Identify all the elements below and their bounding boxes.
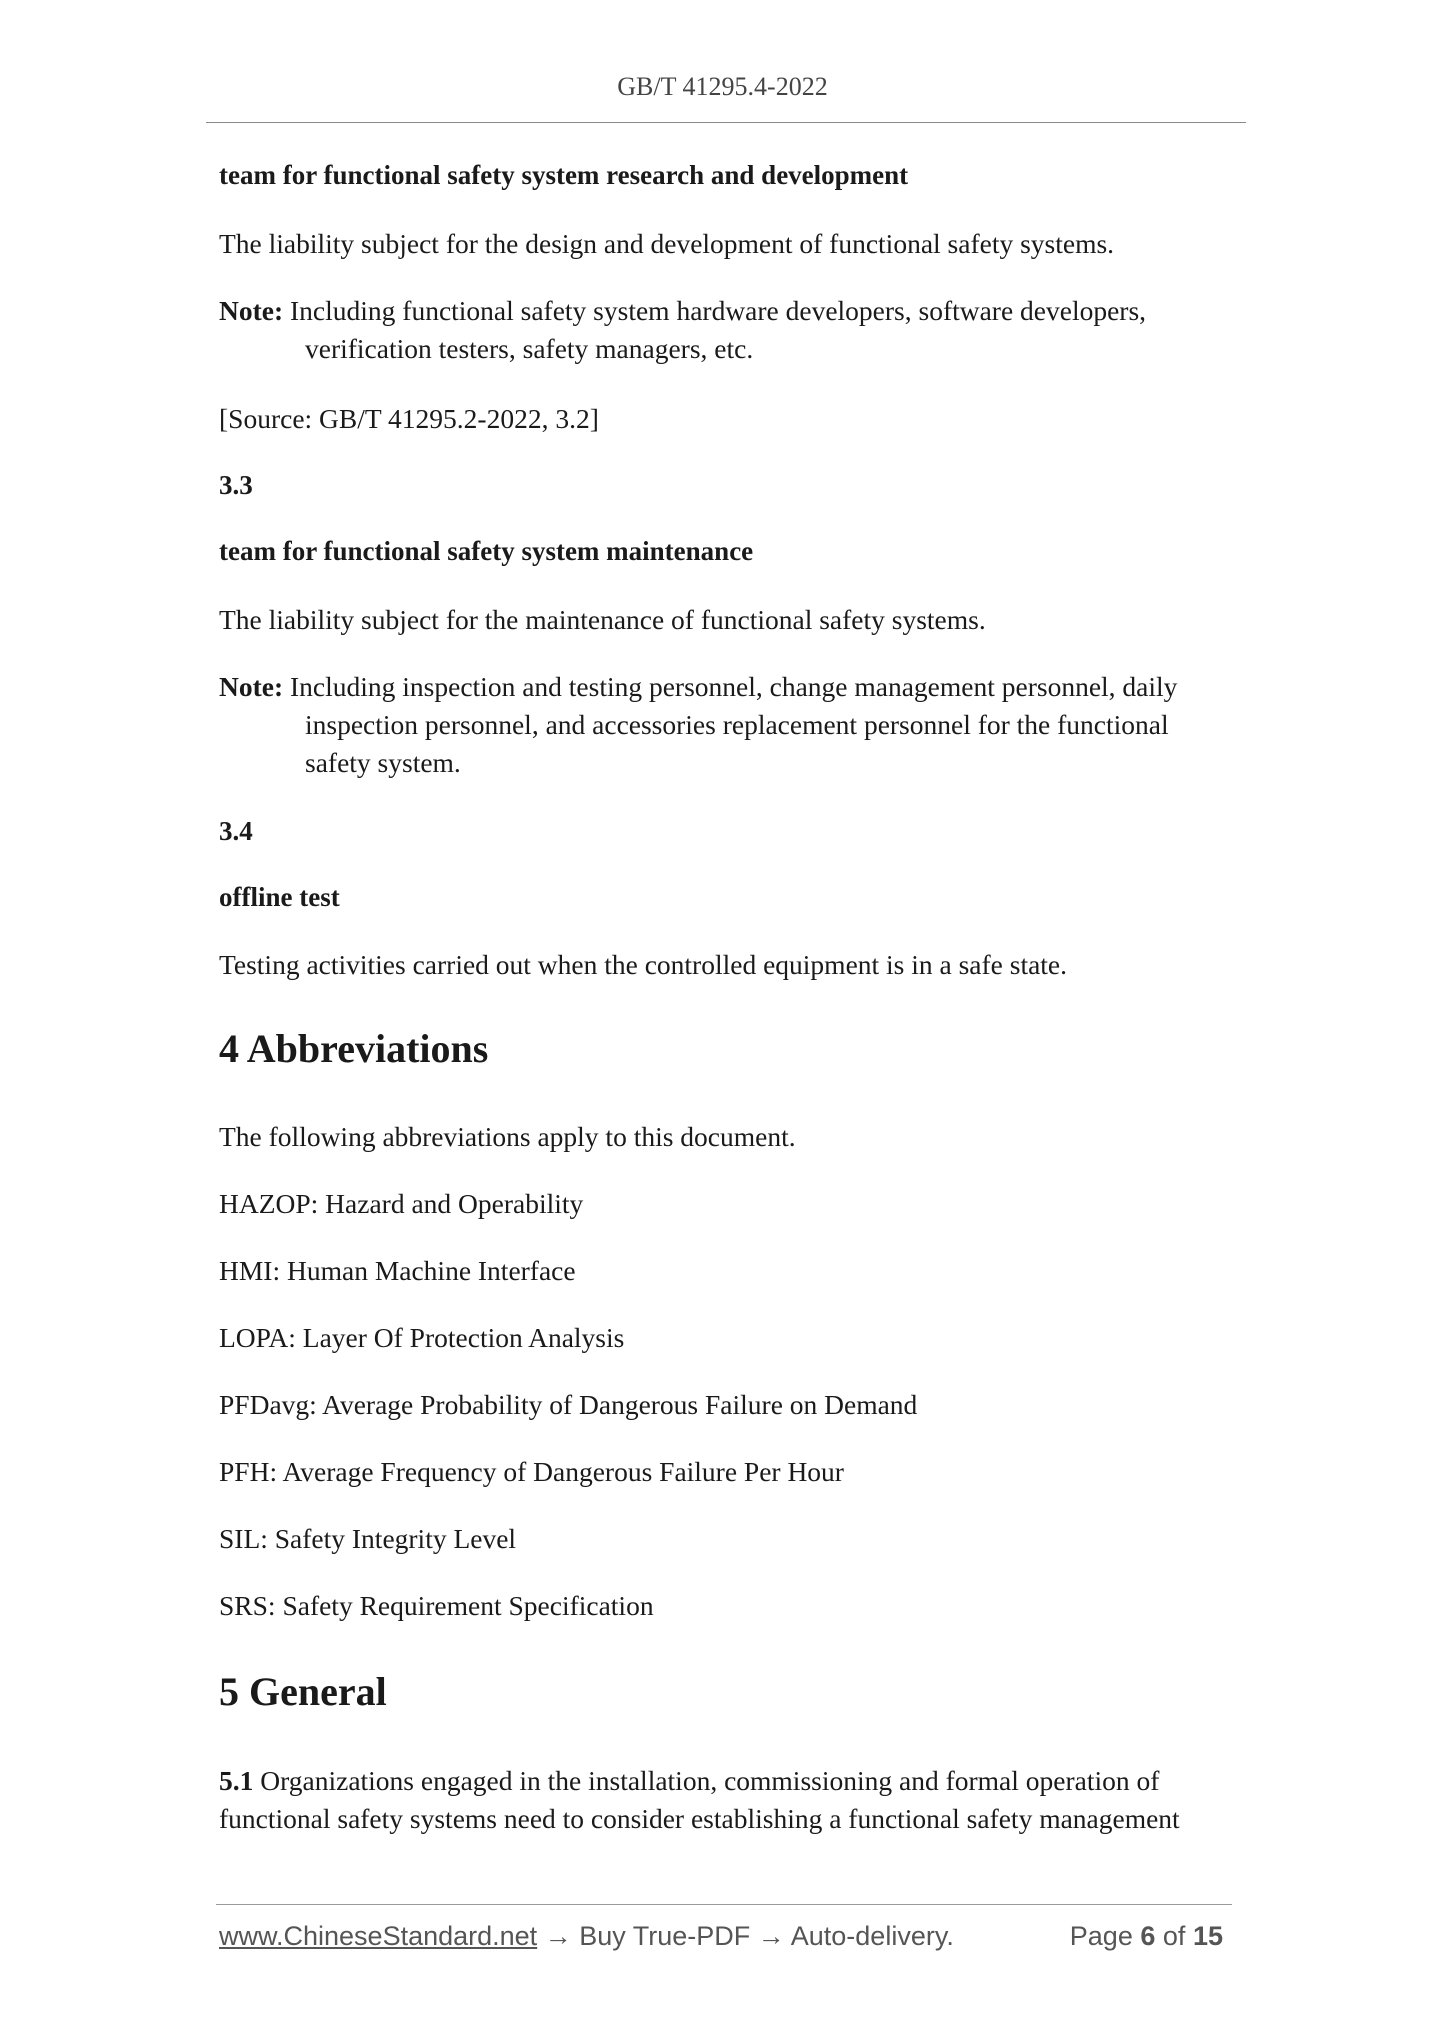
section-4-intro: The following abbreviations apply to this document. bbox=[219, 1121, 796, 1152]
term-3-4-definition: Testing activities carried out when the controlled equipment is in a safe state. bbox=[219, 949, 1068, 980]
note-text-line-1: Including functional safety system hardware developers, software developers, bbox=[290, 295, 1147, 326]
footer-divider bbox=[216, 1904, 1232, 1905]
note-text-line-2: verification testers, safety managers, etc. bbox=[305, 333, 754, 364]
note-text-line-3: safety system. bbox=[305, 747, 461, 778]
abbreviation-item: HMI: Human Machine Interface bbox=[219, 1255, 576, 1286]
section-4-heading: 4 Abbreviations bbox=[219, 1026, 489, 1071]
note-text-line-2: inspection personnel, and accessories replacement personnel for the functional bbox=[305, 709, 1169, 740]
abbreviation-item: PFH: Average Frequency of Dangerous Failure Per Hour bbox=[219, 1456, 844, 1487]
header-doc-id: GB/T 41295.4-2022 bbox=[617, 72, 828, 101]
term-3-3-note bbox=[219, 668, 1231, 782]
abbreviation-item: LOPA: Layer Of Protection Analysis bbox=[219, 1322, 625, 1353]
footer-promo bbox=[219, 1921, 954, 1952]
term-3-4-title: offline test bbox=[219, 882, 340, 912]
term-3-2-definition: The liability subject for the design and development of functional safety systems. bbox=[219, 228, 1115, 259]
section-5-heading: 5 General bbox=[219, 1669, 387, 1714]
clause-5-1 bbox=[219, 1762, 1231, 1838]
abbreviation-item: PFDavg: Average Probability of Dangerous Failure on Demand bbox=[219, 1389, 918, 1420]
website-link[interactable]: www.ChineseStandard.net bbox=[219, 1921, 538, 1951]
note-text-line-1: Including inspection and testing personnel, change management personnel, daily bbox=[290, 671, 1178, 702]
term-3-4-number: 3.4 bbox=[219, 816, 253, 846]
term-3-3-title: team for functional safety system maintenance bbox=[219, 536, 754, 566]
note-label: Note: bbox=[219, 295, 284, 326]
footer-tagline: → Buy True-PDF → Auto-delivery. bbox=[544, 1921, 954, 1951]
of-word: of bbox=[1162, 1921, 1186, 1951]
current-page-number: 6 bbox=[1140, 1921, 1156, 1951]
clause-number: 5.1 bbox=[219, 1765, 254, 1796]
clause-text-line-2: functional safety systems need to consider establishing a functional safety management bbox=[219, 1803, 1180, 1834]
abbreviation-item: HAZOP: Hazard and Operability bbox=[219, 1188, 584, 1219]
total-pages-number: 15 bbox=[1192, 1921, 1223, 1951]
abbreviation-item: SRS: Safety Requirement Specification bbox=[219, 1590, 654, 1621]
term-3-3-definition: The liability subject for the maintenance of functional safety systems. bbox=[219, 604, 986, 635]
term-3-2-title: team for functional safety system research and development bbox=[219, 160, 909, 190]
abbreviation-item: SIL: Safety Integrity Level bbox=[219, 1523, 517, 1554]
page-word: Page bbox=[1069, 1921, 1133, 1951]
term-3-2-source: [Source: GB/T 41295.2-2022, 3.2] bbox=[219, 403, 599, 434]
note-label: Note: bbox=[219, 671, 284, 702]
page-indicator bbox=[1070, 1921, 1223, 1952]
term-3-3-number: 3.3 bbox=[219, 470, 253, 500]
term-3-2-note bbox=[219, 292, 1231, 368]
clause-text-line-1: Organizations engaged in the installation, commissioning and formal operation of bbox=[260, 1765, 1160, 1796]
header-divider bbox=[206, 122, 1246, 123]
